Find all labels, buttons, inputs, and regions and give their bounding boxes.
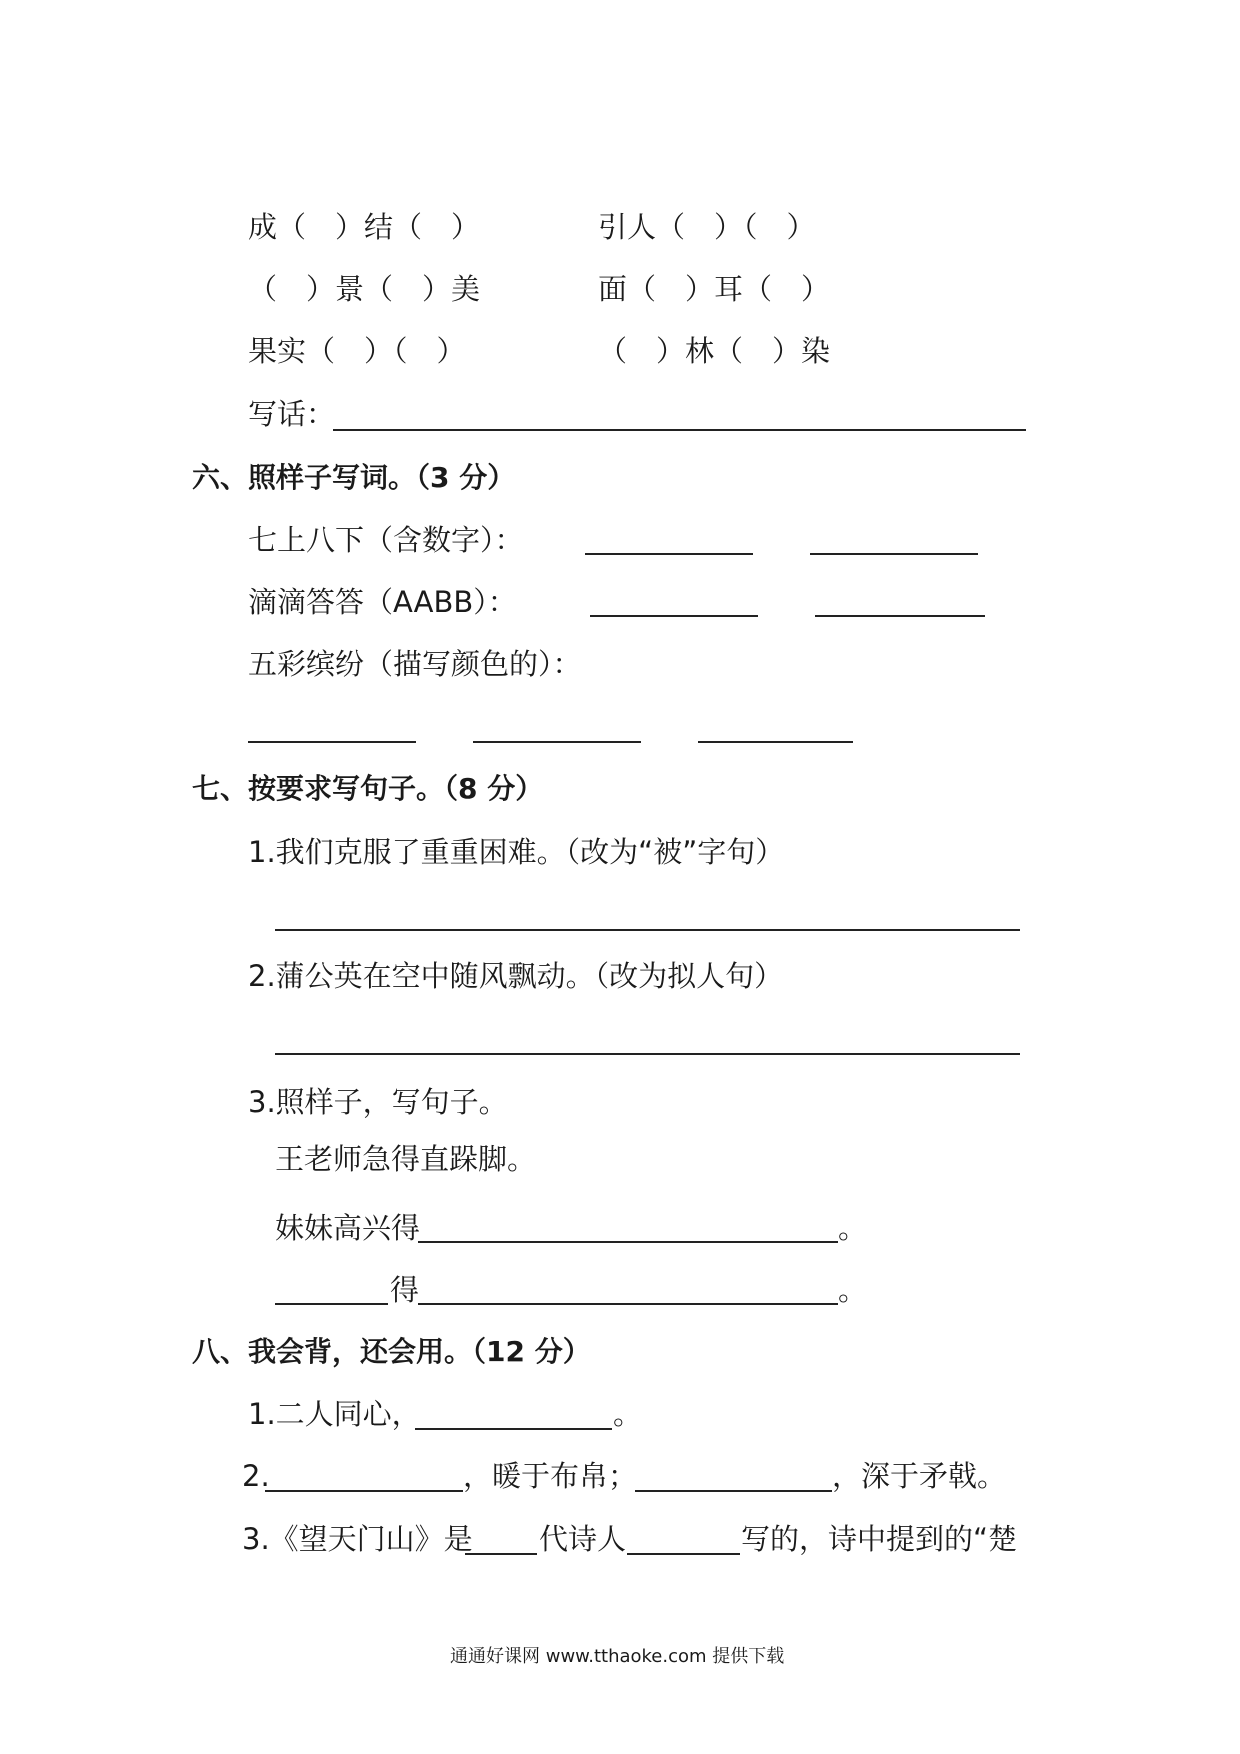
recite-q1-end: 。 <box>613 1397 643 1431</box>
idiom-blank-3: （ ）景（ ）美 <box>248 272 481 306</box>
sentence-prompt-1-end: 。 <box>838 1211 868 1245</box>
recite-q2-answer-line-a[interactable] <box>265 1490 463 1492</box>
idiom-blank-2: 引人（ ）（ ） <box>598 210 816 244</box>
recite-q2-end: ，深于矛戟。 <box>832 1459 1007 1493</box>
word-pattern-1-answer-a[interactable] <box>585 553 753 555</box>
section-8-heading: 八、我会背，还会用。（12 分） <box>192 1335 591 1368</box>
recite-q2-middle: ，暖于布帛； <box>463 1459 638 1493</box>
word-pattern-3-answer-b[interactable] <box>473 741 641 743</box>
sentence-q2: 2.蒲公英在空中随风飘动。（改为拟人句） <box>248 959 784 993</box>
idiom-blank-6: （ ）林（ ）染 <box>598 334 831 368</box>
word-pattern-2: 滴滴答答（AABB）： <box>248 585 517 619</box>
idiom-blank-1: 成（ ）结（ ） <box>248 210 481 244</box>
word-pattern-3-answer-c[interactable] <box>698 741 853 743</box>
sentence-prompt-1-answer-line[interactable] <box>418 1241 838 1243</box>
recite-q2-answer-line-b[interactable] <box>635 1490 832 1492</box>
sentence-prompt-1: 妹妹高兴得 <box>275 1211 421 1245</box>
recite-q3-poet-line[interactable] <box>627 1553 740 1555</box>
idiom-blank-4: 面（ ）耳（ ） <box>598 272 831 306</box>
recite-q3-part-b: 代诗人 <box>539 1522 627 1556</box>
sentence-prompt-2-subject-line[interactable] <box>275 1303 388 1305</box>
sentence-prompt-2: 得 <box>390 1273 420 1307</box>
recite-q3-part-c: 写的，诗中提到的“楚 <box>741 1522 1018 1556</box>
recite-q3-dynasty-line[interactable] <box>465 1553 537 1555</box>
word-pattern-1: 七上八下（含数字）： <box>248 523 524 557</box>
write-sentence-label: 写话： <box>248 397 336 431</box>
word-pattern-2-answer-a[interactable] <box>590 615 758 617</box>
recite-q3-part-a: 3.《望天门山》是 <box>242 1522 473 1556</box>
word-pattern-1-answer-b[interactable] <box>810 553 978 555</box>
sentence-prompt-2-answer-line[interactable] <box>418 1303 838 1305</box>
section-7-heading: 七、按要求写句子。（8 分） <box>192 772 544 805</box>
sentence-q1: 1.我们克服了重重困难。（改为“被”字句） <box>248 835 785 869</box>
sentence-q3: 3.照样子，写句子。 <box>248 1085 508 1119</box>
write-sentence-answer-line[interactable] <box>333 429 1026 431</box>
sentence-q2-answer-line[interactable] <box>275 1053 1020 1055</box>
word-pattern-3-answer-a[interactable] <box>248 741 416 743</box>
sentence-example: 王老师急得直跺脚。 <box>275 1142 537 1176</box>
sentence-prompt-2-end: 。 <box>838 1273 868 1307</box>
recite-q1-answer-line[interactable] <box>415 1428 612 1430</box>
section-6-heading: 六、照样子写词。（3 分） <box>192 461 516 494</box>
recite-q2-number: 2. <box>242 1459 270 1493</box>
sentence-q1-answer-line[interactable] <box>275 929 1020 931</box>
word-pattern-2-answer-b[interactable] <box>815 615 985 617</box>
word-pattern-3: 五彩缤纷（描写颜色的）： <box>248 647 582 681</box>
recite-q1: 1.二人同心， <box>248 1397 421 1431</box>
footer-source: 通通好课网 www.tthaoke.com 提供下载 <box>450 1646 785 1667</box>
idiom-blank-5: 果实（ ）（ ） <box>248 334 466 368</box>
